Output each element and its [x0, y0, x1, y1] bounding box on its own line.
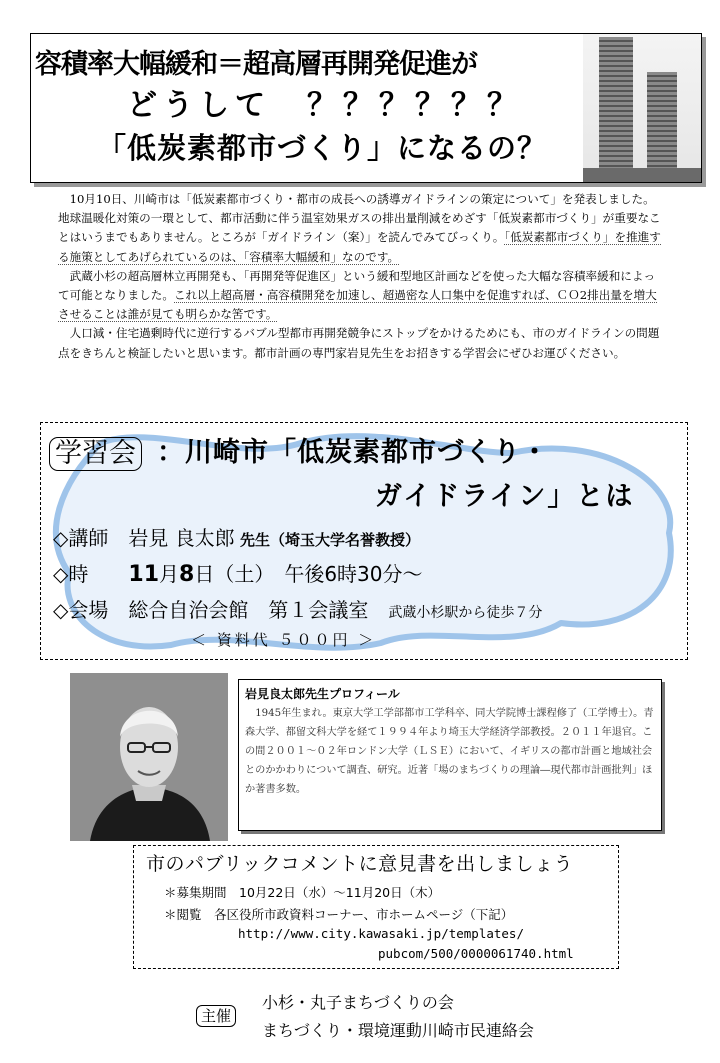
intro-paragraph-3: 人口減・住宅過剰時代に逆行するバブル型都市再開発競争にストップをかけるためにも、市のガイドラインの問題点をきちんと検証したいと思います。都市計画の専門家岩見先生をお招きする学習会にぜひお運びください。: [58, 326, 660, 360]
date-month-unit: 月: [159, 562, 180, 586]
date-label: ◇時: [53, 562, 129, 586]
street-level: [583, 168, 701, 182]
headline-line-2: どうして ？？？？？？: [127, 88, 523, 123]
headline-line-1: 容積率大幅緩和＝超高層再開発促進が: [35, 49, 477, 80]
date-month: 11: [128, 562, 160, 587]
event-title-line-2: ガイドライン」とは: [375, 481, 635, 512]
venue-label: ◇会場: [53, 598, 129, 622]
public-comment-box: [133, 845, 619, 969]
event-title-line-1: ：川崎市「低炭素都市づくり・: [157, 437, 549, 468]
venue-access: 武蔵小杉駅から徒歩７分: [388, 605, 543, 621]
comment-url-line-2[interactable]: pubcom/500/0000061740.html: [378, 946, 574, 961]
profile-text: 1945年生まれ。東京大学工学部都市工学科卒、同大学院博士課程修了（工学博士）。青森大学、都留文科大学を経て１９９４年より埼玉大学経済学部教授。２０１１年退官。この間２００１～０２年ロンドン大学（ＬＳＥ）において、イギリスの都市計画と地域社会とのかかわりについて調査、研究。近著「場のまちづくりの理論―現代都市計画批判」ほか著書多数。: [245, 708, 654, 795]
sponsor-badge: 主催: [196, 1005, 236, 1027]
intro-paragraph-2: [58, 267, 666, 325]
lecturer-portrait: [70, 673, 228, 841]
sponsor-org-1: 小杉・丸子まちづくりの会: [262, 993, 454, 1012]
lecturer-name: 岩見 良太郎: [128, 526, 235, 550]
study-session-badge: 学習会: [49, 437, 142, 471]
intro-p2-highlight: これ以上超高層・高容積開発を加速し、超過密な人口集中を促進すれば、ＣＯ2排出量を増大させることは誰が見ても明らかな筈です。: [58, 288, 657, 322]
headline-line-3: 「低炭素都市づくり」になるの？: [97, 131, 548, 165]
date-time: 日（土） 午後6時30分～: [194, 562, 423, 586]
venue-row: [53, 597, 542, 626]
intro-paragraph-1: [58, 190, 666, 267]
comment-viewing: ＊閲覧 各区役所市政資料コーナー、市ホームページ（下記）: [164, 907, 514, 922]
profile-title: 岩見良太郎先生プロフィール: [245, 687, 400, 701]
sponsor-org-2: まちづくり・環境運動川崎市民連絡会: [262, 1021, 534, 1040]
public-comment-title: 市のパブリックコメントに意見書を出しましょう: [146, 853, 574, 875]
skyscraper-photo: [583, 34, 701, 182]
comment-period: ＊募集期間 10月22日（水）～11月20日（木）: [164, 885, 441, 900]
portrait-figure: [70, 673, 228, 841]
comment-url-line-1[interactable]: http://www.city.kawasaki.jp/templates/: [238, 926, 524, 941]
tower-right: [647, 72, 677, 182]
tower-left: [599, 37, 633, 182]
intro-p1-highlight: 「低炭素都市づくり」を推進する施策としてあげられているのは、「容積率大幅緩和」なのです。: [58, 230, 661, 264]
date-row: [53, 561, 423, 588]
lecturer-row: [53, 525, 420, 553]
intro-text: [58, 190, 666, 363]
intro-p1-text: 10月10日、川崎市は「低炭素都市づくり・都市の成長への誘導ガイドラインの策定について」を発表しました。地球温暖化対策の一環として、都市活動に伴う温室効果ガスの排出量削減をめざす「低炭素都市づくり」が重要なことはいうまでもありません。ところが「ガイドライン（案）」を読んでみてびっくり。: [58, 192, 661, 245]
material-fee: ＜ 資料代 ５００円 ＞: [191, 631, 377, 649]
headline-box: [30, 33, 702, 183]
intro-p2-text: 武蔵小杉の超高層林立再開発も、「再開発等促進区」という緩和型地区計画などを使った大幅な容積率緩和によって可能となりました。: [58, 268, 656, 303]
lecturer-label: ◇講師: [53, 526, 129, 550]
profile-box: [238, 679, 662, 831]
date-day: 8: [179, 562, 195, 587]
event-box: [40, 422, 688, 660]
lecturer-title: 先生（埼玉大学名誉教授）: [234, 531, 420, 549]
venue-name: 総合自治会館 第１会議室: [128, 598, 369, 622]
